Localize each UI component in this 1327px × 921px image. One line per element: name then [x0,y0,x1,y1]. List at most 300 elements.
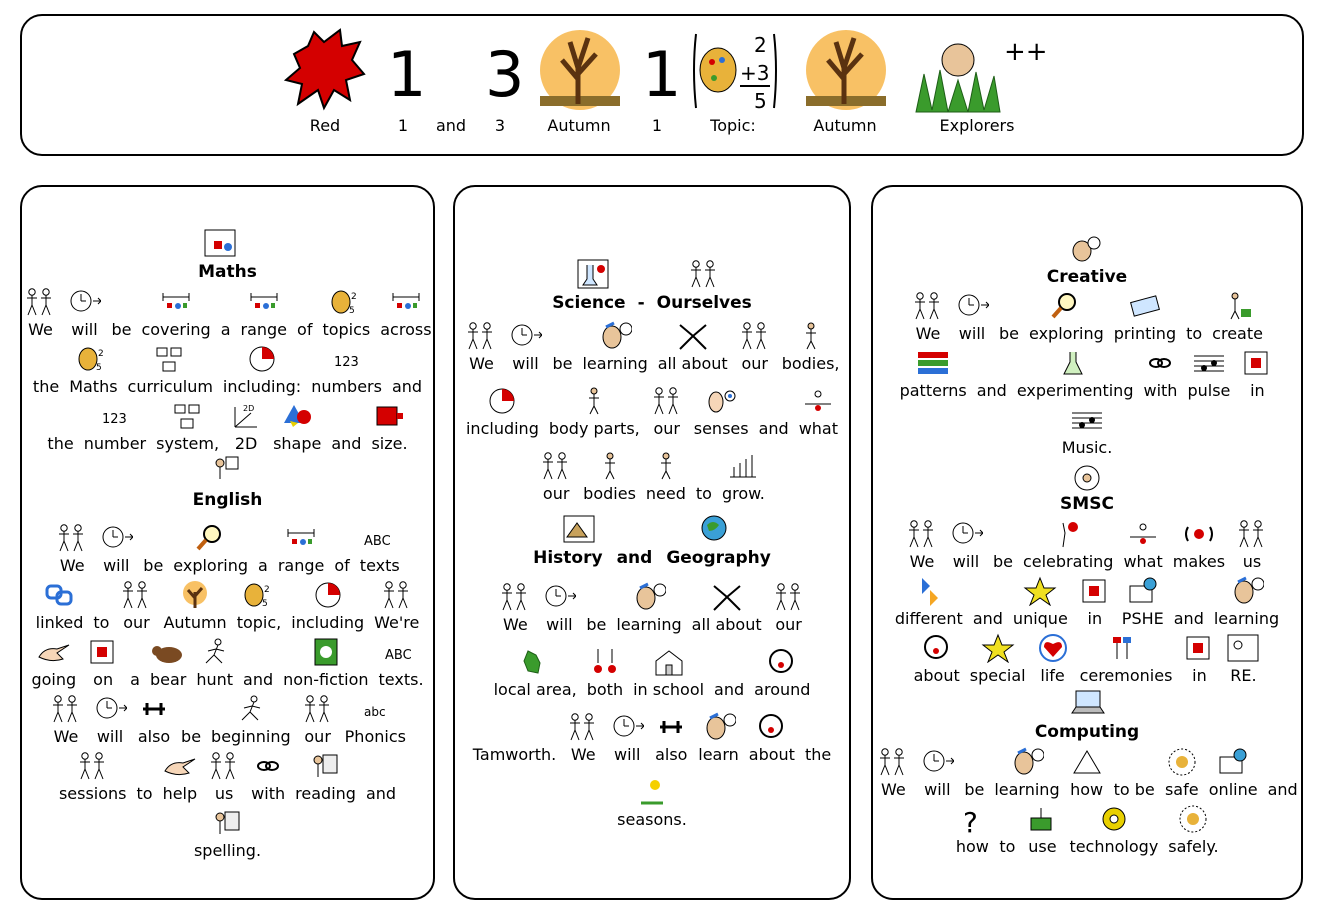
word-label: Phonics [344,727,406,746]
symbol-word [229,399,263,454]
symbol-word [119,578,153,633]
symbol-word [494,645,577,700]
svg-text:123: 123 [333,355,359,370]
symbol-word [55,521,89,576]
symbol-word [754,645,810,700]
svg-text:5: 5 [349,306,356,316]
symbol-word [47,399,73,454]
word-label: and [714,680,745,699]
word-label: to [1186,324,1203,343]
symbol-word [59,749,127,804]
senses-icon [704,386,738,416]
body-icon [593,451,627,481]
symbol-word [920,745,954,800]
word-label: will [924,780,951,799]
number-icon [330,344,364,374]
symbol-word [587,645,623,700]
symbol-word [955,802,989,857]
music-icon [1192,348,1226,378]
abc-icon [384,637,418,667]
word-label: Maths [69,377,118,396]
word-label: us [214,784,234,803]
symbol-word [23,285,57,340]
different-icon [912,576,946,606]
hand-icon [37,637,71,667]
word-label: We [469,354,494,373]
word-label: and [976,381,1007,400]
symbol-word [128,342,213,397]
topic-icon [76,344,110,374]
symbol-word [223,342,301,397]
word-label: our [304,727,331,746]
word-label: how [1070,780,1104,799]
word-label: a [130,670,140,689]
word-label: and [1267,780,1298,799]
word-label: also [137,727,171,746]
symbol-word [99,521,133,576]
symbol-word [86,635,120,690]
maths-line [22,342,433,397]
history-heading-and: and [616,548,653,568]
symbol-word [633,645,704,700]
science-line [455,384,849,439]
with-icon [1143,348,1177,378]
map-icon [518,647,552,677]
word-label: what [1123,552,1163,571]
symbol-word [759,384,789,439]
symbol-word [67,285,101,340]
word-label: to [136,784,153,803]
maths-heading: Maths [198,262,257,282]
symbol-word [36,578,84,633]
creative-smsc-computing-panel [871,185,1303,900]
word-label: the [32,377,60,396]
svg-text:5: 5 [261,599,268,609]
word-label: to be [1113,780,1155,799]
symbol-word [749,710,795,765]
people-icon [207,751,241,781]
redbox-icon [86,637,120,667]
redbox-icon [1240,348,1274,378]
word-label: makes [1172,552,1226,571]
printing-icon [1128,291,1162,321]
header-label-1: 1 [397,116,409,135]
symbol-word [473,710,556,765]
symbol-word [999,802,1015,857]
science-heading-ourselves: Ourselves [656,293,752,313]
walk-icon [198,637,232,667]
svg-text:5: 5 [96,363,103,373]
word-label: We [915,324,941,343]
clock-icon [508,321,542,351]
word-label: bodies, [781,354,840,373]
english-line [22,635,433,690]
numeral-3: 3 [485,38,525,111]
word-label: to [695,484,712,503]
svg-text:++: ++ [1004,37,1048,67]
symbol-word [977,346,1007,401]
word-label: our [741,354,768,373]
explorer-icon [910,24,1050,116]
symbol-word [1114,289,1176,344]
number-icon [98,401,132,431]
symbol-word [799,384,838,439]
symbol-word [345,692,406,747]
header-label-3: 3 [494,116,506,135]
word-label: celebrating [1022,552,1114,571]
word-label: Music. [1061,438,1113,457]
symbol-word [273,399,321,454]
people-icon [119,580,153,610]
word-label: the [804,745,832,764]
svg-text:abc: abc [364,705,386,719]
head-icon [1230,576,1264,606]
word-label: with [251,784,286,803]
word-label: will [512,354,539,373]
symbol-word [241,285,288,340]
symbol-word [374,578,419,633]
word-label: including [291,613,365,632]
symbol-word [1182,631,1216,686]
word-label: safely. [1168,837,1219,856]
symbol-word [994,745,1059,800]
people-icon [539,451,573,481]
symbol-word [738,319,772,374]
word-label: be [992,552,1013,571]
symbol-word [714,645,744,700]
symbol-word [582,319,647,374]
word-label: system, [156,434,220,453]
topic-icon [242,580,276,610]
word-label: Tamworth. [472,745,557,764]
word-label: our [653,419,680,438]
word-label: range [240,320,288,339]
science-history-panel [453,185,851,900]
word-label: will [546,615,573,634]
svg-text:?: ? [963,806,979,834]
header-label-autumn-2: Autumn [813,116,877,135]
word-label: Autumn [163,613,227,632]
word-label: beginning [211,727,291,746]
symbol-word [380,285,431,340]
topic-palette-icon [690,24,780,116]
symbol-word [1186,289,1202,344]
symbol-word [1080,631,1173,686]
symbol-word [221,285,231,340]
read-icon [211,808,245,838]
symbol-word [143,521,163,576]
clock-icon [99,523,133,553]
word-label: of [297,320,313,339]
symbol-word [1025,802,1059,857]
symbol-word [616,580,681,635]
clock-icon [949,519,983,549]
word-label: us [1242,552,1262,571]
word-label: to [999,837,1016,856]
symbol-word [772,580,806,635]
word-label: learning [1213,609,1280,628]
word-label: spelling. [193,841,262,860]
word-label: hunt [196,670,234,689]
word-label: online [1208,780,1258,799]
word-label: printing [1113,324,1177,343]
word-label: be [999,324,1020,343]
symbol-word [84,399,146,454]
head-icon [702,712,736,742]
clock-icon [955,291,989,321]
red-splash-icon [280,24,370,116]
symbol-word [694,384,749,439]
word-label: We [570,745,596,764]
word-label: all about [691,615,762,634]
word-label: We [503,615,528,634]
safe-icon [1176,804,1210,834]
symbol-word [194,806,261,861]
word-label: technology [1069,837,1159,856]
symbol-word [360,521,400,576]
science-heading-dash: - [637,293,645,313]
bear-icon [151,637,185,667]
hand-icon [163,751,197,781]
word-label: be [111,320,132,339]
svg-text:ABC: ABC [363,534,391,549]
symbol-word [617,775,687,830]
symbol-word [658,319,728,374]
word-label: be [143,556,164,575]
symbol-word [970,631,1026,686]
word-label: in [1250,381,1265,400]
history-heading-geography: Geography [666,548,771,568]
symbol-word [650,384,684,439]
svg-text:2D: 2D [243,404,255,413]
symbol-word [1165,745,1199,800]
what-icon [801,386,835,416]
word-label: covering [141,320,211,339]
arrows-icon [676,321,710,351]
word-label: and [972,609,1003,628]
smsc-line [873,517,1301,572]
word-label: learning [994,780,1060,799]
symbol-word [1036,631,1070,686]
symbol-word [1078,574,1112,629]
symbol-word [698,710,739,765]
clock-icon [67,287,101,317]
symbol-word [111,285,131,340]
word-label: topics [322,320,371,339]
english-line [22,578,433,633]
symbol-word [1235,517,1269,572]
online-icon [1126,576,1160,606]
science-line [455,319,849,374]
together-icon [137,694,171,724]
people-icon [772,582,806,612]
word-label: shape [273,434,322,453]
symbol-word [1209,745,1258,800]
clock-icon [542,582,576,612]
svg-text:2: 2 [263,585,270,595]
word-label: will [958,324,986,343]
symbol-word [49,692,83,747]
symbol-word [251,749,285,804]
abclow-icon [358,694,392,724]
clock-icon [920,747,954,777]
clock-icon [610,712,644,742]
word-label: will [71,320,98,339]
together-icon [654,712,688,742]
symbol-word [258,521,268,576]
symbol-word [33,342,59,397]
symbol-word [93,692,127,747]
tree-icon [178,580,212,610]
symbol-word [973,574,1003,629]
word-label: learning [616,615,682,634]
symbol-word [542,580,576,635]
word-label: reading [295,784,356,803]
safe-icon [1165,747,1199,777]
word-label: about [748,745,795,764]
smsc-heading: SMSC [1060,494,1114,514]
word-label: and [758,419,789,438]
symbol-word [610,710,644,765]
symbol-word [156,399,219,454]
word-label: We [880,780,906,799]
school-icon [652,647,686,677]
word-label: and [243,670,274,689]
word-label: use [1028,837,1057,856]
system-icon [153,344,187,374]
abc-icon [363,523,397,553]
link-icon [43,580,77,610]
read-icon [309,751,343,781]
svg-text:2: 2 [98,349,105,359]
head-icon [632,582,666,612]
word-label: ceremonies [1079,666,1173,685]
symbol-word [295,749,356,804]
symbol-word [696,449,712,504]
symbol-word [379,635,424,690]
svg-text:2: 2 [754,33,767,57]
symbol-word [173,521,248,576]
word-label: special [969,666,1026,685]
word-label: be [552,354,573,373]
symbol-word [371,399,407,454]
science-heading [455,293,849,313]
what-icon [1126,519,1160,549]
celebrate-icon [1051,519,1085,549]
people-icon [876,747,910,777]
pie-icon [485,386,519,416]
word-label: in [1192,666,1207,685]
word-label: number [83,434,147,453]
people-icon [911,291,945,321]
word-label: need [645,484,686,503]
symbol-word [141,285,210,340]
word-label: including: [222,377,302,396]
laptop-icon [1071,689,1105,715]
word-label: going [31,670,77,689]
word-label: texts [359,556,400,575]
star-icon [1023,576,1057,606]
svg-text:ABC: ABC [385,648,412,663]
symbol-word [334,521,349,576]
symbol-word [549,384,640,439]
symbol-word [654,710,688,765]
word-label: our [123,613,150,632]
word-label: patterns [899,381,967,400]
body-icon [577,386,611,416]
symbol-word [243,635,273,690]
star-icon [981,633,1015,663]
word-label: linked [35,613,84,632]
axes-icon [229,401,263,431]
makes-icon [1182,519,1216,549]
symbol-word [1029,289,1104,344]
symbol-word [291,578,364,633]
symbol-word [646,449,686,504]
redbox-icon [1078,576,1112,606]
creative-heading: Creative [1046,267,1128,287]
clock-icon [93,694,127,724]
word-label: We [53,727,79,746]
symbol-word [207,749,241,804]
symbol-word [237,578,282,633]
word-label: will [96,727,124,746]
word-label: about [913,666,960,685]
magnifier-icon [194,523,228,553]
word-label: non-fiction [283,670,369,689]
heart-icon [1036,633,1070,663]
system-icon [171,401,205,431]
symbol-word [1173,517,1225,572]
people-icon [498,582,532,612]
symbol-word [283,635,368,690]
history-heading-history: History [533,548,603,568]
symbol-word [1114,745,1155,800]
symbol-word [1226,631,1260,686]
word-label: a [220,320,231,339]
online-icon [1216,747,1250,777]
symbol-word [31,635,76,690]
symbol-word [1212,289,1263,344]
symbol-word [805,710,831,765]
people-icon [738,321,772,351]
word-label: numbers [311,377,382,396]
word-label: to [93,613,110,632]
symbol-word [586,580,606,635]
symbol-word [1023,517,1113,572]
book-icon [309,637,343,667]
word-label: topic, [236,613,282,632]
word-label: texts. [378,670,424,689]
people-icon [464,321,498,351]
shapes-icon [280,401,314,431]
word-label: will [103,556,130,575]
word-label: around [754,680,811,699]
tech-icon [1097,804,1131,834]
autumn-tree-icon [534,24,626,114]
english-line [22,806,433,861]
range-icon [284,523,318,553]
symbol-word [211,692,291,747]
symbol-word [1143,346,1177,401]
creative-line [873,403,1301,458]
word-label: be [964,780,985,799]
symbol-word [949,517,983,572]
svg-text:5: 5 [754,89,767,113]
seasons-icon [635,777,669,807]
symbol-word [1062,403,1113,458]
religion-icon [1226,633,1260,663]
